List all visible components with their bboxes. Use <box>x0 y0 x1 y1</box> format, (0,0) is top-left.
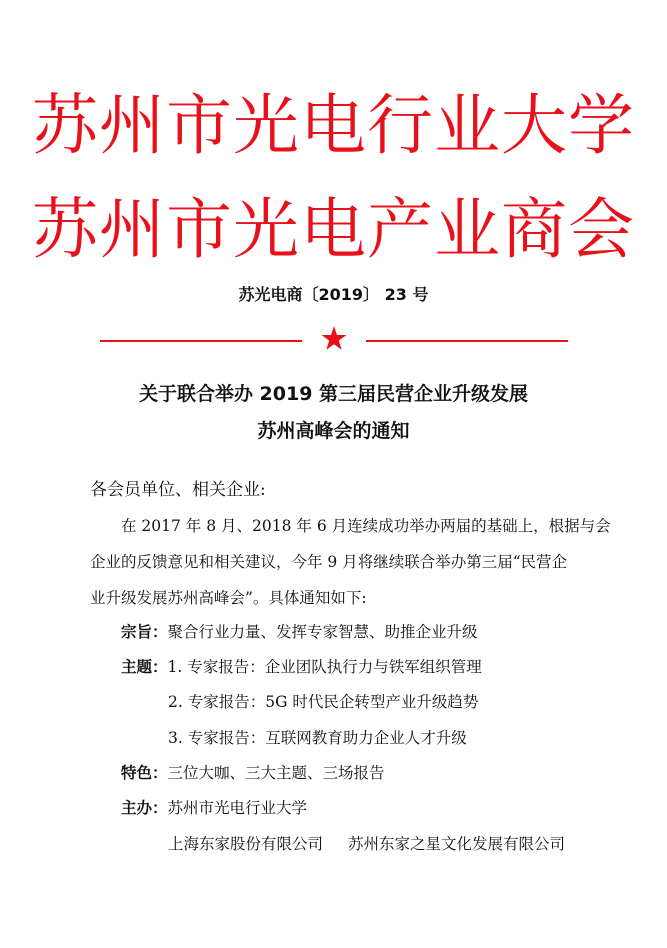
themes-label: 主题 <box>121 658 153 676</box>
theme-item-1 <box>121 656 482 678</box>
red-divider-left <box>100 340 302 342</box>
organizer-item <box>121 797 307 819</box>
theme-text-2: 2. 专家报告：5G 时代民企转型产业升级趋势 <box>168 693 479 711</box>
salutation: 各会员单位、相关企业: <box>90 480 266 500</box>
organization-name-2: 苏州市光电产业商会 <box>32 191 635 268</box>
red-star-icon <box>321 325 347 351</box>
purpose-item <box>121 621 478 643</box>
features-text: 三位大咖、三大主题、三场报告 <box>167 764 385 782</box>
label-colon: ： <box>152 799 168 817</box>
co-organizer-2: 苏州东家之星文化发展有限公司 <box>348 835 566 853</box>
label-colon: ： <box>152 658 168 676</box>
organizer-primary: 苏州市光电行业大学 <box>167 799 308 817</box>
features-item <box>121 762 385 784</box>
label-colon: ： <box>152 623 168 641</box>
document-number: 苏光电商〔2019〕 23 号 <box>238 285 429 304</box>
organizer-label: 主办 <box>121 799 153 817</box>
paragraph-line: 业升级发展苏州高峰会”。具体通知如下: <box>90 589 367 607</box>
notice-title-line-1: 关于联合举办 2019 第三届民营企业升级发展 <box>138 383 529 405</box>
purpose-text: 聚合行业力量、发挥专家智慧、助推企业升级 <box>167 623 478 641</box>
notice-title-line-2: 苏州高峰会的通知 <box>257 420 410 442</box>
paragraph-line: 在 2017 年 8 月、2018 年 6 月连续成功举办两届的基础上，根据与会 <box>121 517 611 535</box>
co-organizer-1: 上海东家股份有限公司 <box>168 835 324 853</box>
theme-text-3: 3. 专家报告：互联网教育助力企业人才升级 <box>168 729 467 747</box>
purpose-label: 宗旨 <box>121 623 153 641</box>
red-divider-right <box>366 340 568 342</box>
theme-item-2 <box>168 691 478 713</box>
theme-text-1: 1. 专家报告：企业团队执行力与铁军组织管理 <box>167 658 482 676</box>
paragraph-line: 企业的反馈意见和相关建议，今年 9 月将继续联合举办第三届“民营企 <box>90 553 568 571</box>
organization-name-1: 苏州市光电行业大学 <box>32 87 635 164</box>
theme-item-3 <box>168 727 467 749</box>
label-colon: ： <box>152 764 168 782</box>
features-label: 特色 <box>121 764 153 782</box>
